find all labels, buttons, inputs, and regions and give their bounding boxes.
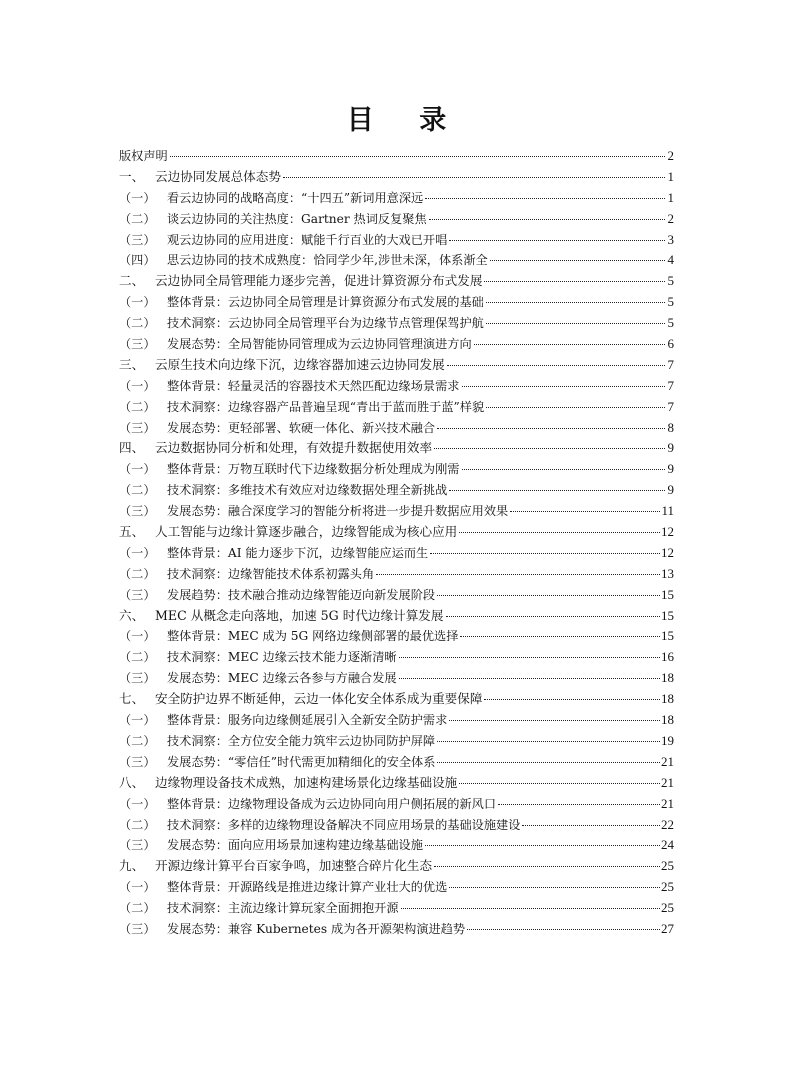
toc-entry-title: 云边数据协同分析和处理，有效提升数据使用效率	[155, 440, 433, 456]
toc-page-number: 2	[667, 148, 674, 163]
toc-section-entry[interactable]	[119, 313, 674, 334]
table-of-contents	[119, 146, 674, 940]
toc-dot-leader	[522, 825, 660, 826]
toc-entry-number: （二）	[119, 650, 156, 665]
toc-section-entry[interactable]	[119, 250, 674, 271]
toc-page-number: 18	[661, 712, 674, 728]
toc-entry-number: （三）	[119, 504, 156, 519]
toc-dot-leader	[486, 323, 665, 324]
toc-page-number: 8	[667, 419, 674, 435]
toc-dot-leader	[490, 260, 665, 261]
toc-page-number: 5	[667, 315, 674, 331]
toc-dot-leader	[425, 198, 665, 199]
toc-entry-title: 云边协同全局管理能力逐步完善，促进计算资源分布式发展	[155, 273, 483, 289]
toc-entry-title: 整体背景：万物互联时代下边缘数据分析处理成为刚需	[167, 462, 460, 477]
toc-page-number: 12	[661, 524, 674, 540]
toc-entry-title: 开源边缘计算平台百家争鸣，加速整合碎片化生态	[155, 858, 433, 874]
toc-chapter-entry[interactable]	[119, 167, 674, 188]
toc-section-entry[interactable]	[119, 480, 674, 501]
toc-dot-leader	[474, 344, 665, 345]
toc-entry-title: 整体背景：边缘物理设备成为云边协同向用户侧拓展的新风口	[167, 796, 497, 811]
toc-dot-leader	[449, 240, 665, 241]
toc-dot-leader	[484, 281, 665, 282]
toc-section-entry[interactable]	[119, 501, 674, 522]
toc-entry-title: MEC 从概念走向落地，加速 5G 时代边缘计算发展	[155, 607, 444, 623]
toc-section-entry[interactable]	[119, 292, 674, 313]
toc-section-entry[interactable]	[119, 794, 674, 815]
toc-dot-leader	[170, 156, 665, 157]
toc-page-number: 18	[661, 670, 674, 686]
toc-section-entry[interactable]	[119, 668, 674, 689]
toc-entry-title: 整体背景：AI 能力逐步下沉，边缘智能应运而生	[167, 545, 429, 560]
toc-page-number: 2	[667, 210, 674, 226]
toc-page-number: 7	[667, 398, 674, 414]
toc-page-number: 13	[661, 565, 674, 581]
toc-section-entry[interactable]	[119, 877, 674, 898]
toc-entry-number: （二）	[119, 733, 156, 748]
toc-section-entry[interactable]	[119, 752, 674, 773]
toc-section-entry[interactable]	[119, 230, 674, 251]
toc-section-entry[interactable]	[119, 835, 674, 856]
toc-entry-number: （二）	[119, 566, 156, 581]
toc-page-number: 21	[661, 795, 674, 811]
toc-entry-number: 五、	[119, 524, 145, 540]
toc-entry-number: （一）	[119, 629, 156, 644]
toc-dot-leader	[434, 866, 660, 867]
toc-section-entry[interactable]	[119, 626, 674, 647]
toc-page-number: 15	[661, 628, 674, 644]
toc-entry-number: 四、	[119, 440, 145, 456]
toc-entry-title: 整体背景：MEC 成为 5G 网络边缘侧部署的最优选择	[167, 629, 459, 644]
toc-dot-leader	[437, 595, 660, 596]
toc-entry-title: 看云边协同的战略高度：“十四五”新词用意深远	[167, 190, 424, 205]
toc-page-number: 7	[667, 356, 674, 372]
toc-entry-number: （一）	[119, 295, 156, 310]
toc-entry-title: 技术洞察：多样的边缘物理设备解决不同应用场景的基础设施建设	[167, 817, 521, 832]
toc-entry-number: 三、	[119, 356, 145, 372]
toc-entry-title: 技术洞察：边缘容器产品普遍呈现“青出于蓝而胜于蓝”样貌	[167, 399, 485, 414]
toc-section-entry[interactable]	[119, 209, 674, 230]
toc-dot-leader	[376, 574, 660, 575]
toc-entry-title: 发展态势：兼容 Kubernetes 成为各开源架构演进趋势	[167, 921, 466, 936]
toc-dot-leader	[437, 428, 665, 429]
toc-section-entry[interactable]	[119, 397, 674, 418]
toc-entry-number: （一）	[119, 545, 156, 560]
toc-entry-number: （四）	[119, 253, 156, 268]
toc-entry-number: （三）	[119, 671, 156, 686]
toc-entry-number: （一）	[119, 462, 156, 477]
toc-entry-title: 安全防护边界不断延伸，云边一体化安全体系成为重要保障	[155, 691, 483, 707]
toc-entry-number: 九、	[119, 858, 145, 874]
toc-page-number: 15	[661, 607, 674, 623]
toc-entry-title: 发展态势：MEC 边缘云各参与方融合发展	[167, 671, 397, 686]
toc-entry-number: （二）	[119, 399, 156, 414]
toc-dot-leader	[449, 490, 665, 491]
toc-page-number: 3	[667, 231, 674, 247]
toc-entry-title: 谈云边协同的关注热度：Gartner 热词反复聚焦	[167, 211, 427, 226]
toc-section-entry[interactable]	[119, 418, 674, 439]
toc-dot-leader	[447, 365, 665, 366]
toc-entry-number: 一、	[119, 168, 145, 184]
toc-page-number: 6	[667, 336, 674, 352]
toc-chapter-entry[interactable]	[119, 438, 674, 459]
toc-entry-title: 整体背景：云边协同全局管理是计算资源分布式发展的基础	[167, 295, 484, 310]
toc-entry-number: 七、	[119, 691, 145, 707]
toc-page-number: 7	[667, 377, 674, 393]
toc-section-entry[interactable]	[119, 188, 674, 209]
toc-dot-leader	[498, 804, 660, 805]
toc-dot-leader	[399, 678, 660, 679]
toc-dot-leader	[437, 741, 660, 742]
toc-section-entry[interactable]	[119, 647, 674, 668]
toc-entry-title: 云原生技术向边缘下沉，边缘容器加速云边协同发展	[155, 356, 445, 372]
toc-entry-title: 版权声明	[119, 149, 168, 163]
toc-entry-title: 整体背景：开源路线是推进边缘计算产业壮大的优选	[167, 880, 448, 895]
toc-dot-leader	[401, 908, 660, 909]
toc-dot-leader	[449, 887, 660, 888]
toc-page-number: 5	[667, 294, 674, 310]
toc-entry-title: 技术洞察：主流边缘计算玩家全面拥抱开源	[167, 901, 399, 916]
toc-dot-leader	[429, 219, 665, 220]
toc-entry-title: 整体背景：轻量灵活的容器技术天然匹配边缘场景需求	[167, 378, 460, 393]
toc-entry-number: 二、	[119, 273, 145, 289]
toc-dot-leader	[467, 929, 660, 930]
toc-dot-leader	[459, 532, 660, 533]
toc-page-number: 25	[661, 879, 674, 895]
toc-dot-leader	[425, 845, 660, 846]
toc-entry-title: 发展态势：融合深度学习的智能分析将进一步提升数据应用效果	[167, 504, 509, 519]
toc-chapter-entry[interactable]	[119, 522, 674, 543]
toc-section-entry[interactable]	[119, 543, 674, 564]
toc-entry-title: 技术洞察：边缘智能技术体系初露头角	[167, 566, 375, 581]
toc-page-number: 25	[661, 858, 674, 874]
toc-entry-number: 六、	[119, 607, 145, 623]
toc-chapter-entry[interactable]	[119, 773, 674, 794]
toc-section-entry[interactable]	[119, 710, 674, 731]
toc-page-number: 24	[661, 837, 674, 853]
toc-entry-number: （三）	[119, 921, 156, 936]
toc-chapter-entry[interactable]	[119, 355, 674, 376]
toc-entry-number: （一）	[119, 880, 156, 895]
toc-page-number: 21	[661, 774, 674, 790]
toc-entry-number: （二）	[119, 316, 156, 331]
toc-entry[interactable]	[119, 146, 674, 167]
toc-entry-title: 技术洞察：全方位安全能力筑牢云边协同防护屏障	[167, 733, 436, 748]
toc-section-entry[interactable]	[119, 585, 674, 606]
toc-chapter-entry[interactable]	[119, 271, 674, 292]
toc-chapter-entry[interactable]	[119, 856, 674, 877]
toc-page-number: 9	[667, 482, 674, 498]
toc-entry-title: 技术洞察：云边协同全局管理平台为边缘节点管理保驾护航	[167, 316, 484, 331]
toc-entry-number: （三）	[119, 838, 156, 853]
toc-page-number: 18	[661, 691, 674, 707]
toc-entry-title: 云边协同发展总体态势	[155, 168, 281, 184]
toc-entry-number: （三）	[119, 232, 156, 247]
toc-dot-leader	[430, 553, 660, 554]
toc-page-number: 5	[667, 273, 674, 289]
toc-entry-title: 发展态势：更轻部署、软硬一体化、新兴技术融合	[167, 420, 436, 435]
toc-page-number: 1	[667, 168, 674, 184]
toc-dot-leader	[449, 720, 660, 721]
toc-entry-number: （二）	[119, 817, 156, 832]
toc-entry-title: 发展态势：“零信任”时代需更加精细化的安全体系	[167, 754, 436, 769]
toc-dot-leader	[399, 657, 660, 658]
toc-dot-leader	[462, 386, 666, 387]
toc-section-entry[interactable]	[119, 376, 674, 397]
toc-section-entry[interactable]	[119, 898, 674, 919]
toc-entry-number: （三）	[119, 754, 156, 769]
toc-entry-title: 观云边协同的应用进度：赋能千行百业的大戏已开唱	[167, 232, 448, 247]
toc-entry-number: （三）	[119, 587, 156, 602]
toc-section-entry[interactable]	[119, 815, 674, 836]
toc-entry-title: 技术洞察：多维技术有效应对边缘数据处理全新挑战	[167, 483, 448, 498]
toc-dot-leader	[484, 699, 660, 700]
toc-chapter-entry[interactable]	[119, 689, 674, 710]
toc-page-number: 25	[661, 900, 674, 916]
toc-page-number: 1	[667, 189, 674, 205]
toc-entry-number: 八、	[119, 774, 145, 790]
toc-page-number: 22	[661, 816, 674, 832]
toc-entry-number: （二）	[119, 483, 156, 498]
toc-page-number: 12	[661, 544, 674, 560]
toc-entry-title: 技术洞察：MEC 边缘云技术能力逐渐清晰	[167, 650, 397, 665]
toc-section-entry[interactable]	[119, 334, 674, 355]
toc-page-number: 19	[661, 732, 674, 748]
toc-entry-title: 发展趋势：技术融合推动边缘智能迈向新发展阶段	[167, 587, 436, 602]
toc-dot-leader	[486, 407, 665, 408]
toc-entry-title: 人工智能与边缘计算逐步融合，边缘智能成为核心应用	[155, 524, 458, 540]
toc-entry-title: 边缘物理设备技术成熟，加速构建场景化边缘基础设施	[155, 774, 458, 790]
toc-page-number: 9	[667, 461, 674, 477]
toc-page-number: 11	[661, 503, 674, 519]
toc-dot-leader	[460, 636, 660, 637]
toc-dot-leader	[446, 616, 661, 617]
toc-entry-title: 整体背景：服务向边缘侧延展引入全新安全防护需求	[167, 713, 448, 728]
toc-entry-number: （三）	[119, 420, 156, 435]
toc-entry-number: （一）	[119, 378, 156, 393]
toc-section-entry[interactable]	[119, 564, 674, 585]
toc-page-number: 16	[661, 649, 674, 665]
toc-chapter-entry[interactable]	[119, 606, 674, 627]
toc-dot-leader	[462, 469, 666, 470]
toc-page-number: 9	[667, 440, 674, 456]
toc-entry-title: 思云边协同的技术成熟度：恰同学少年,涉世未深，体系渐全	[167, 253, 488, 268]
toc-entry-title: 发展态势：面向应用场景加速构建边缘基础设施	[167, 838, 423, 853]
toc-page-number: 4	[667, 252, 674, 268]
toc-entry-number: （三）	[119, 337, 156, 352]
toc-page-number: 15	[661, 586, 674, 602]
toc-dot-leader	[510, 511, 660, 512]
toc-entry-number: （二）	[119, 211, 156, 226]
toc-entry-number: （一）	[119, 713, 156, 728]
toc-entry-number: （一）	[119, 190, 156, 205]
toc-page-number: 27	[661, 920, 674, 936]
toc-dot-leader	[486, 302, 665, 303]
toc-dot-leader	[434, 448, 665, 449]
toc-dot-leader	[437, 762, 660, 763]
toc-dot-leader	[283, 177, 665, 178]
toc-section-entry[interactable]	[119, 459, 674, 480]
toc-page-number: 21	[661, 753, 674, 769]
toc-section-entry[interactable]	[119, 731, 674, 752]
toc-entry-number: （一）	[119, 796, 156, 811]
toc-entry-title: 发展态势：全局智能协同管理成为云边协同管理演进方向	[167, 337, 472, 352]
toc-dot-leader	[459, 783, 660, 784]
page-title: 目 录	[346, 105, 465, 136]
toc-entry-number: （二）	[119, 901, 156, 916]
toc-section-entry[interactable]	[119, 919, 674, 940]
